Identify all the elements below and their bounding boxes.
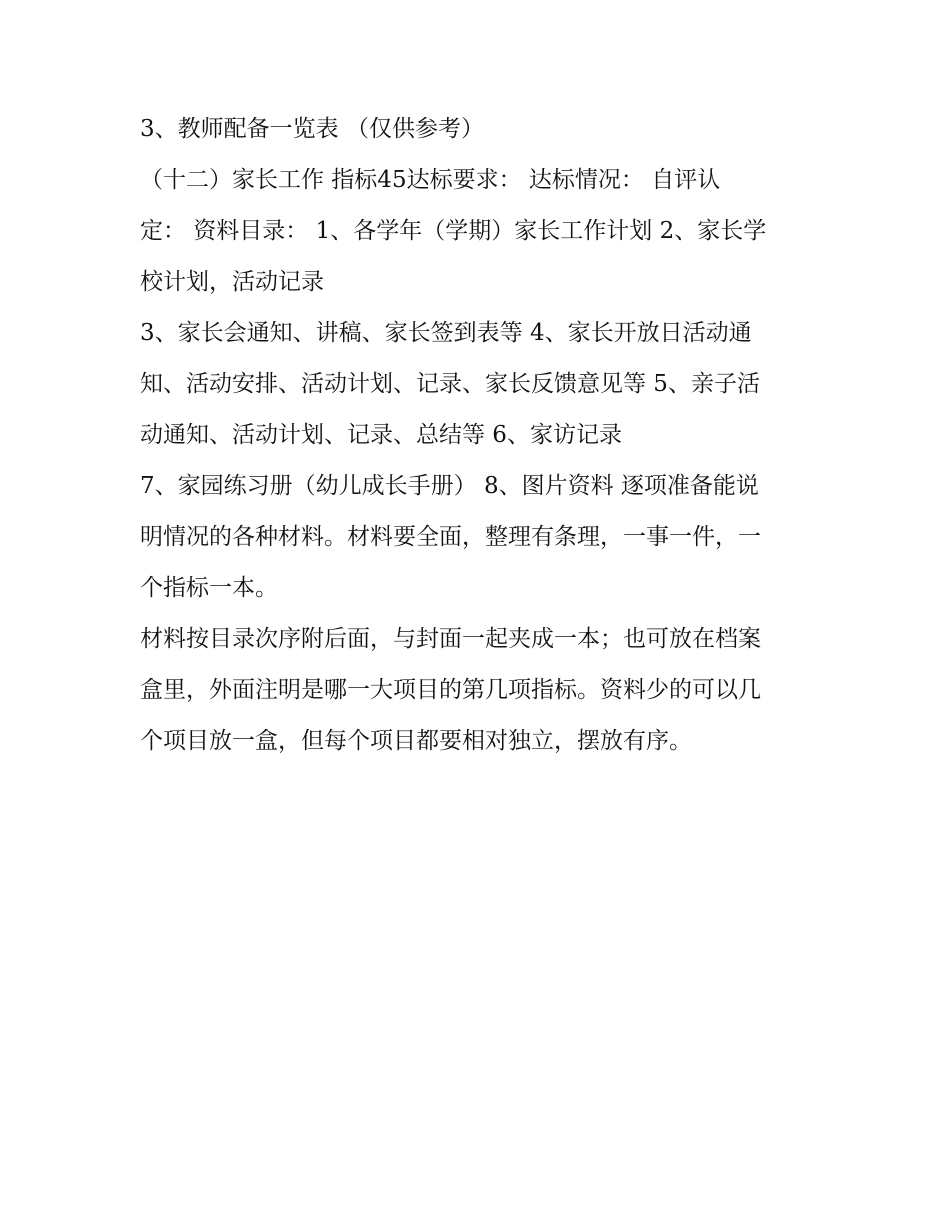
- document-body: [140, 104, 820, 767]
- text-line: 个项目放一盒，但每个项目都要相对独立，摆放有序。: [140, 728, 692, 754]
- text-line: 3、家长会通知、讲稿、家长签到表等 4、家长开放日活动通: [140, 320, 752, 346]
- text-line: 动通知、活动计划、记录、总结等 6、家访记录: [140, 422, 622, 448]
- text-line: 个指标一本。: [140, 575, 278, 601]
- text-line: 盒里，外面注明是哪一大项目的第几项指标。资料少的可以几: [140, 677, 761, 703]
- text-line: 知、活动安排、活动计划、记录、家长反馈意见等 5、亲子活: [140, 371, 760, 397]
- text-line: 校计划，活动记录: [140, 269, 324, 295]
- text-line: 3、教师配备一览表 （仅供参考）: [140, 116, 484, 142]
- text-line: 7、家园练习册（幼儿成长手册） 8、图片资料 逐项准备能说: [140, 473, 759, 499]
- text-line: 定： 资料目录： 1、各学年（学期）家长工作计划 2、家长学: [140, 218, 767, 244]
- text-line: （十二）家长工作 指标45达标要求： 达标情况： 自评认: [140, 167, 721, 193]
- text-line: 材料按目录次序附后面，与封面一起夹成一本；也可放在档案: [140, 626, 761, 652]
- text-line: 明情况的各种材料。材料要全面，整理有条理，一事一件，一: [140, 524, 761, 550]
